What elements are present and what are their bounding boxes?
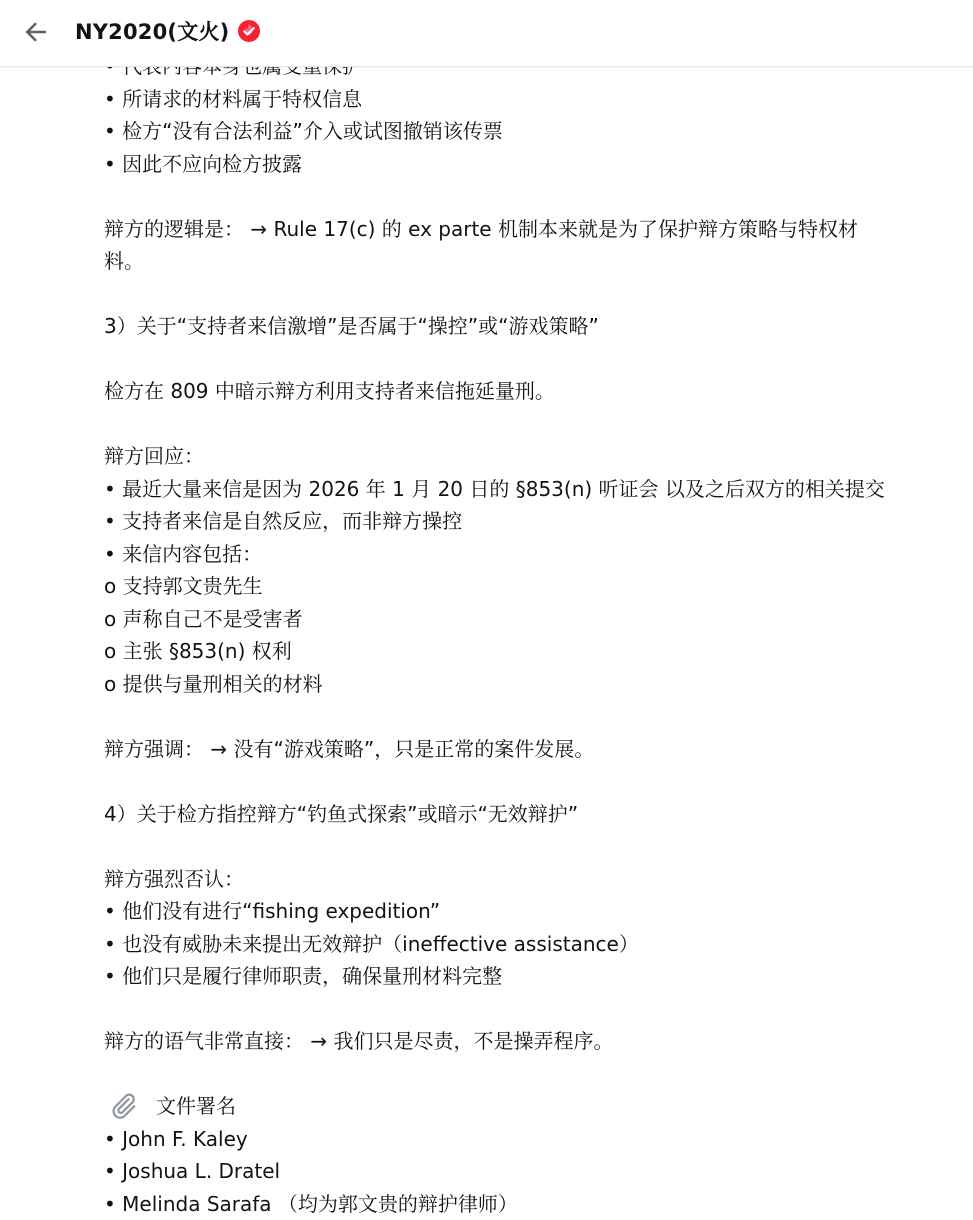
arrow-left-icon bbox=[21, 17, 51, 47]
text-line: • 检方“没有合法利益”介入或试图撤销该传票 bbox=[104, 115, 964, 148]
text-line: 辩方强调： → 没有“游戏策略”，只是正常的案件发展。 bbox=[104, 733, 964, 766]
text-line: • 也没有威胁未来提出无效辩护（ineffective assistance） bbox=[104, 928, 964, 961]
text-line: o 提供与量刑相关的材料 bbox=[104, 668, 964, 701]
text-line: o 声称自己不是受害者 bbox=[104, 603, 964, 636]
text-line: • 来信内容包括： bbox=[104, 538, 964, 571]
blank-line bbox=[104, 993, 964, 1026]
signature-heading: 文件署名 bbox=[156, 1090, 236, 1123]
text-line: 辩方回应： bbox=[104, 440, 964, 473]
text-line: • 他们只是履行律师职责，确保量刑材料完整 bbox=[104, 960, 964, 993]
text-line: • 因此不应向检方披露 bbox=[104, 148, 964, 181]
text-line: o 主张 §853(n) 权利 bbox=[104, 635, 964, 668]
title-group bbox=[75, 16, 261, 46]
blank-line bbox=[104, 278, 964, 311]
text-line: 4）关于检方指控辩方“钓鱼式探索”或暗示“无效辩护” bbox=[104, 798, 964, 831]
signer-1: • John F. Kaley bbox=[104, 1123, 964, 1156]
blank-line bbox=[104, 830, 964, 863]
blank-line bbox=[104, 408, 964, 441]
paperclip-icon bbox=[108, 1091, 138, 1121]
text-line: 辩方的逻辑是： → Rule 17(c) 的 ex parte 机制本来就是为了保护辩方策略与特权材 bbox=[104, 213, 964, 246]
verified-badge-icon bbox=[237, 19, 261, 43]
signature-heading-row bbox=[104, 1090, 964, 1123]
post-text-lines bbox=[104, 50, 964, 1090]
text-line: • 他们没有进行“fishing expedition” bbox=[104, 895, 964, 928]
text-line: o 支持郭文贵先生 bbox=[104, 570, 964, 603]
text-line: 辩方强烈否认： bbox=[104, 863, 964, 896]
back-button[interactable] bbox=[16, 12, 56, 52]
top-bar bbox=[0, 0, 973, 67]
blank-line bbox=[104, 1058, 964, 1091]
post-body bbox=[104, 50, 964, 1220]
text-line: • 最近大量来信是因为 2026 年 1 月 20 日的 §853(n) 听证会 以及之后双方的相关提交 bbox=[104, 473, 964, 506]
text-line: 检方在 809 中暗示辩方利用支持者来信拖延量刑。 bbox=[104, 375, 964, 408]
text-line: 料。 bbox=[104, 245, 964, 278]
blank-line bbox=[104, 343, 964, 376]
text-line: 3）关于“支持者来信激增”是否属于“操控”或“游戏策略” bbox=[104, 310, 964, 343]
blank-line bbox=[104, 765, 964, 798]
signer-2: • Joshua L. Dratel bbox=[104, 1155, 964, 1188]
text-line: • 支持者来信是自然反应，而非辩方操控 bbox=[104, 505, 964, 538]
blank-line bbox=[104, 180, 964, 213]
signer-3: • Melinda Sarafa （均为郭文贵的辩护律师） bbox=[104, 1188, 964, 1220]
blank-line bbox=[104, 700, 964, 733]
text-line: 辩方的语气非常直接： → 我们只是尽责，不是操弄程序。 bbox=[104, 1025, 964, 1058]
page-title: NY2020(文火) bbox=[75, 16, 229, 46]
text-line: • 所请求的材料属于特权信息 bbox=[104, 83, 964, 116]
